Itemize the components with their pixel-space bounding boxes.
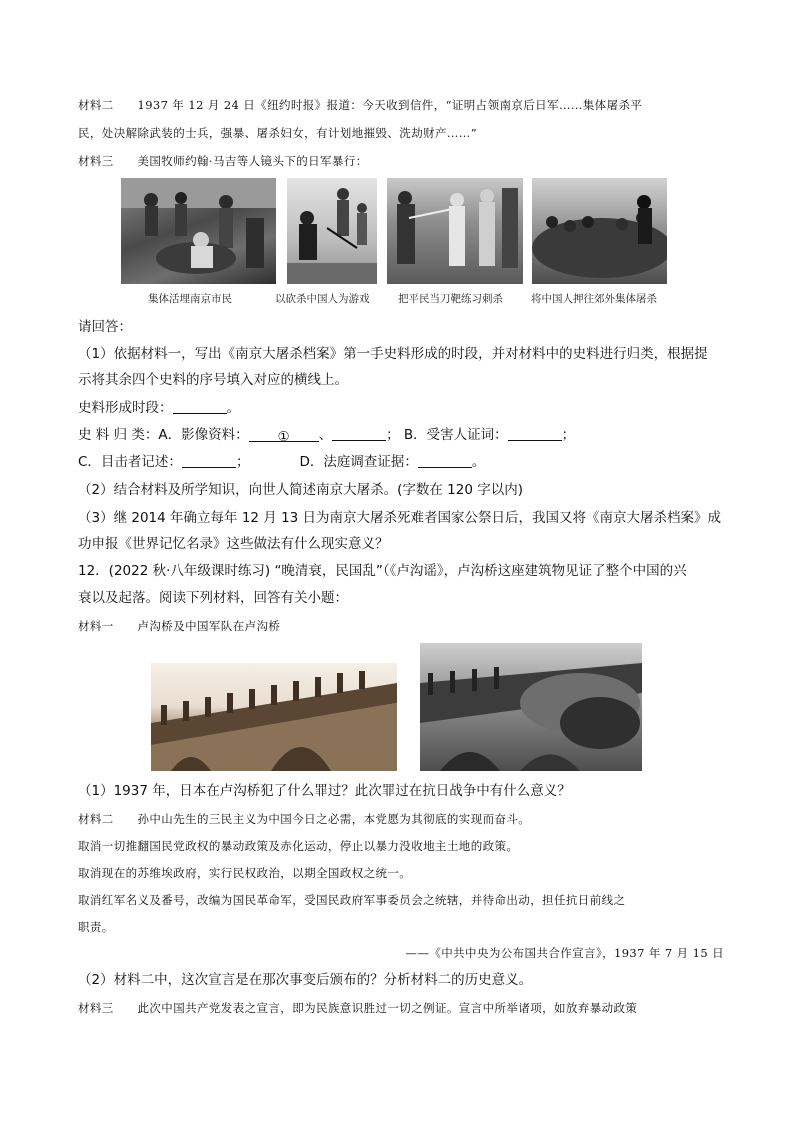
question-3-line-1: （3）继 2014 年确立每年 12 月 13 日为南京大屠杀死难者国家公祭日后，我国又将《南京大屠杀档案》成 xyxy=(78,510,722,526)
blank-a2[interactable] xyxy=(332,427,386,441)
blank-c[interactable] xyxy=(182,454,236,468)
d-label: D．法庭调查证据： xyxy=(299,454,418,470)
p12-question-2: （2）材料二中，这次宣言是在那次事变后颁布的？分析材料二的历史意义。 xyxy=(78,972,533,988)
p12-material-2-line-5: 职责。 xyxy=(78,920,114,934)
c-end: ； xyxy=(235,454,250,470)
question-1-line-1: （1）依据材料一，写出《南京大屠杀档案》第一手史料形成的时段，并对材料中的史料进行归类，根据提 xyxy=(78,346,708,362)
caption-1: 集体活埋南京市民 xyxy=(148,293,232,305)
p12-material-3: 材料三 此次中国共产党发表之宣言，即为民族意识胜过一切之例证。宣言中所举诸项，如放弃暴动政策 xyxy=(78,1001,638,1015)
photo-burying-alive xyxy=(121,178,276,284)
period-end: 。 xyxy=(226,400,240,416)
material-2-line-1: 材料二 1937 年 12 月 24 日《纽约时报》报道：今天收到信件，“证明占领南京后日军……集体屠杀平 xyxy=(78,98,643,112)
blank-d[interactable] xyxy=(418,454,472,468)
material-3-line: 材料三 美国牧师约翰·马吉等人镜头下的日军暴行： xyxy=(78,154,368,168)
d-end: 。 xyxy=(471,454,486,470)
blank-a1[interactable] xyxy=(249,428,319,445)
caption-2: 以砍杀中国人为游戏 xyxy=(275,293,370,305)
photo-troops-on-bridge xyxy=(420,643,642,771)
separator: 、 xyxy=(318,427,333,443)
circle-one-mark: ① xyxy=(277,429,290,445)
b-end: ； xyxy=(561,427,576,443)
p12-material-2-line-2: 取消一切推翻国民党政权的暴动政策及赤化运动，停止以暴力没收地主土地的政策。 xyxy=(78,839,519,853)
p12-material-1: 材料一 卢沟桥及中国军队在卢沟桥 xyxy=(78,619,281,633)
classify-row xyxy=(78,426,724,444)
photo-killing-game xyxy=(287,178,377,284)
question-1-line-2: 示将其余四个史料的序号填入对应的横线上。 xyxy=(78,372,348,388)
p12-material-2-line-3: 取消现在的苏维埃政府，实行民权政治，以期全国政权之统一。 xyxy=(78,866,412,880)
period-row xyxy=(78,399,724,417)
question-3-line-2: 功申报《世界记忆名录》这些做法有什么现实意义？ xyxy=(78,536,389,552)
p12-source: ——《中共中央为公布国共合作宣言》，1937 年 7 月 15 日 xyxy=(405,946,724,960)
classify-row-2 xyxy=(78,453,724,471)
question-2: （2）结合材料及所学知识，向世人简述南京大屠杀。(字数在 120 字以内) xyxy=(78,482,523,498)
problem-12-line-2: 衰以及起落。阅读下列材料，回答有关小题： xyxy=(78,590,348,606)
b-label: ； B．受害人证词： xyxy=(386,427,508,443)
period-label: 史料形成时段： xyxy=(78,400,173,416)
photo-bayonet-practice xyxy=(387,178,523,284)
p12-material-2-line-1: 材料二 孙中山先生的三民主义为中国今日之必需，本党愿为其彻底的实现而奋斗。 xyxy=(78,812,531,826)
photo-mass-execution xyxy=(532,178,667,284)
caption-3: 把平民当刀靶练习刺杀 xyxy=(398,293,503,305)
c-label: C．目击者记述： xyxy=(78,454,182,470)
problem-12-line-1: 12．(2022 秋·八年级课时练习) “晚清衰，民国乱”（《卢沟谣》，卢沟桥这座建筑物见证了整个中国的兴 xyxy=(78,563,687,579)
blank-b[interactable] xyxy=(508,427,562,441)
question-intro: 请回答： xyxy=(78,319,132,335)
p12-material-2-line-4: 取消红军名义及番号，改编为国民革命军，受国民政府军事委员会之统辖，并待命出动，担任抗日前线之 xyxy=(78,893,626,907)
material-2-line-2: 民，处决解除武装的士兵，强暴、屠杀妇女，有计划地摧毁、洗劫财产……” xyxy=(78,126,477,140)
caption-4: 将中国人押往郊外集体屠杀 xyxy=(531,293,657,305)
period-blank[interactable] xyxy=(173,400,227,414)
photo-lugou-bridge xyxy=(151,663,397,771)
classify-label: 史 料 归 类：A．影像资料： xyxy=(78,427,249,443)
p12-question-1: （1）1937 年，日本在卢沟桥犯了什么罪过？此次罪过在抗日战争中有什么意义？ xyxy=(78,783,571,799)
